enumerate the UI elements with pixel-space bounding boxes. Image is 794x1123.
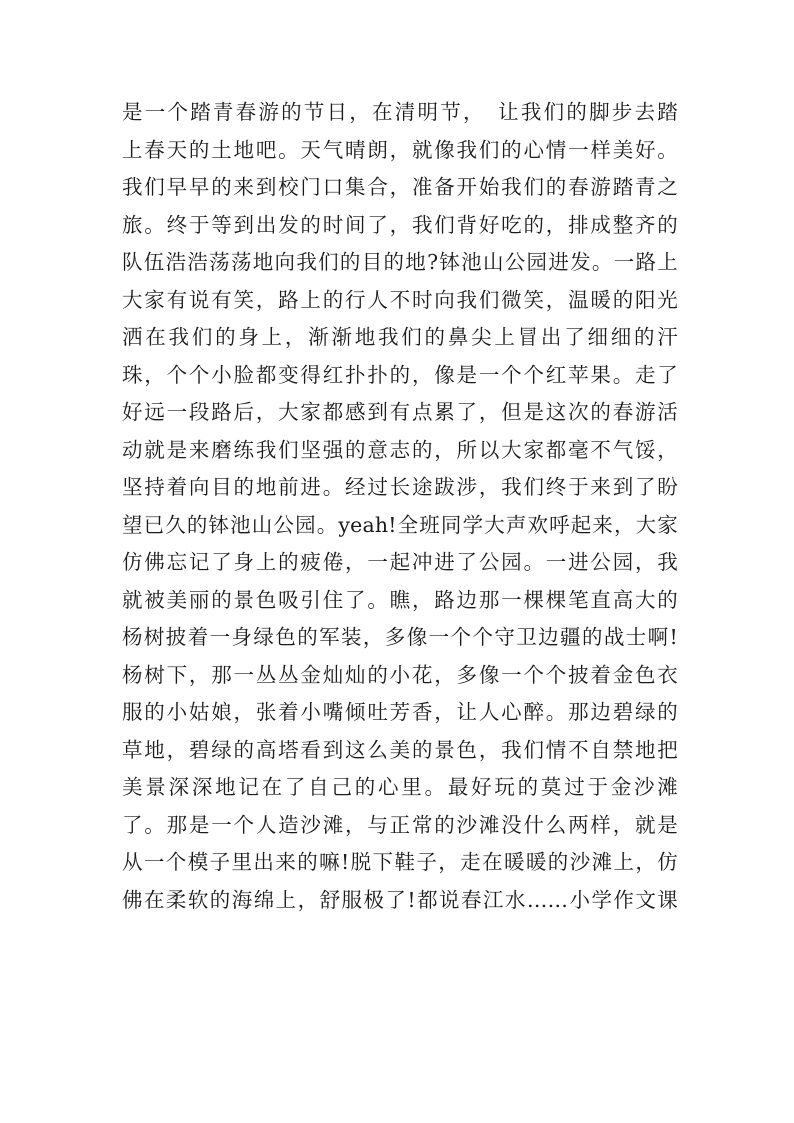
text-line: 了。那是一个人造沙滩，与正常的沙滩没什么两样，就是 <box>122 812 678 837</box>
text-line: 服的小姑娘，张着小嘴倾吐芳香，让人心醉。那边碧绿的 <box>122 700 678 724</box>
text-line: 杨树下，那一丛丛金灿灿的小花，多像一个个披着金色衣 <box>122 662 678 687</box>
text-line: 好远一段路后，大家都感到有点累了，但是这次的春游活 <box>122 400 678 424</box>
text-line: 草地，碧绿的高塔看到这么美的景色，我们情不自禁地把 <box>122 737 678 762</box>
text-line: 大家有说有笑，路上的行人不时向我们微笑，温暖的阳光 <box>122 287 678 312</box>
text-line: 我们早早的来到校门口集合，准备开始我们的春游踏青之 <box>122 175 678 199</box>
text-line: 动就是来磨练我们坚强的意志的，所以大家都毫不气馁， <box>122 437 678 462</box>
text-line: 就被美丽的景色吸引住了。瞧，路边那一棵棵笔直高大的 <box>122 587 678 612</box>
text-line: 仿佛忘记了身上的疲倦，一起冲进了公园。一进公园，我 <box>122 550 678 574</box>
text-line: 是一个踏青春游的节日，在清明节， 让我们的脚步去踏 <box>122 100 678 124</box>
text-line: 队伍浩浩荡荡地向我们的目的地?钵池山公园进发。一路上 <box>122 250 678 274</box>
text-line: 杨树披着一身绿色的军装，多像一个个守卫边疆的战士啊! <box>122 625 678 649</box>
text-line: 从一个模子里出来的嘛!脱下鞋子，走在暖暖的沙滩上，仿 <box>122 850 678 874</box>
text-line: 望已久的钵池山公园。yeah!全班同学大声欢呼起来，大家 <box>122 512 678 537</box>
text-line: 旅。终于等到出发的时间了，我们背好吃的，排成整齐的 <box>122 212 678 237</box>
text-line: 佛在柔软的海绵上，舒服极了!都说春江水……小学作文课 <box>122 887 678 912</box>
text-line: 美景深深地记在了自己的心里。最好玩的莫过于金沙滩 <box>122 775 678 799</box>
text-line: 珠，个个小脸都变得红扑扑的，像是一个个红苹果。走了 <box>122 362 678 387</box>
text-line: 坚持着向目的地前进。经过长途跋涉，我们终于来到了盼 <box>122 475 678 499</box>
text-line: 洒在我们的身上，渐渐地我们的鼻尖上冒出了细细的汗 <box>122 325 678 349</box>
body-text <box>122 94 678 919</box>
text-line: 上春天的土地吧。天气晴朗，就像我们的心情一样美好。 <box>122 137 678 162</box>
